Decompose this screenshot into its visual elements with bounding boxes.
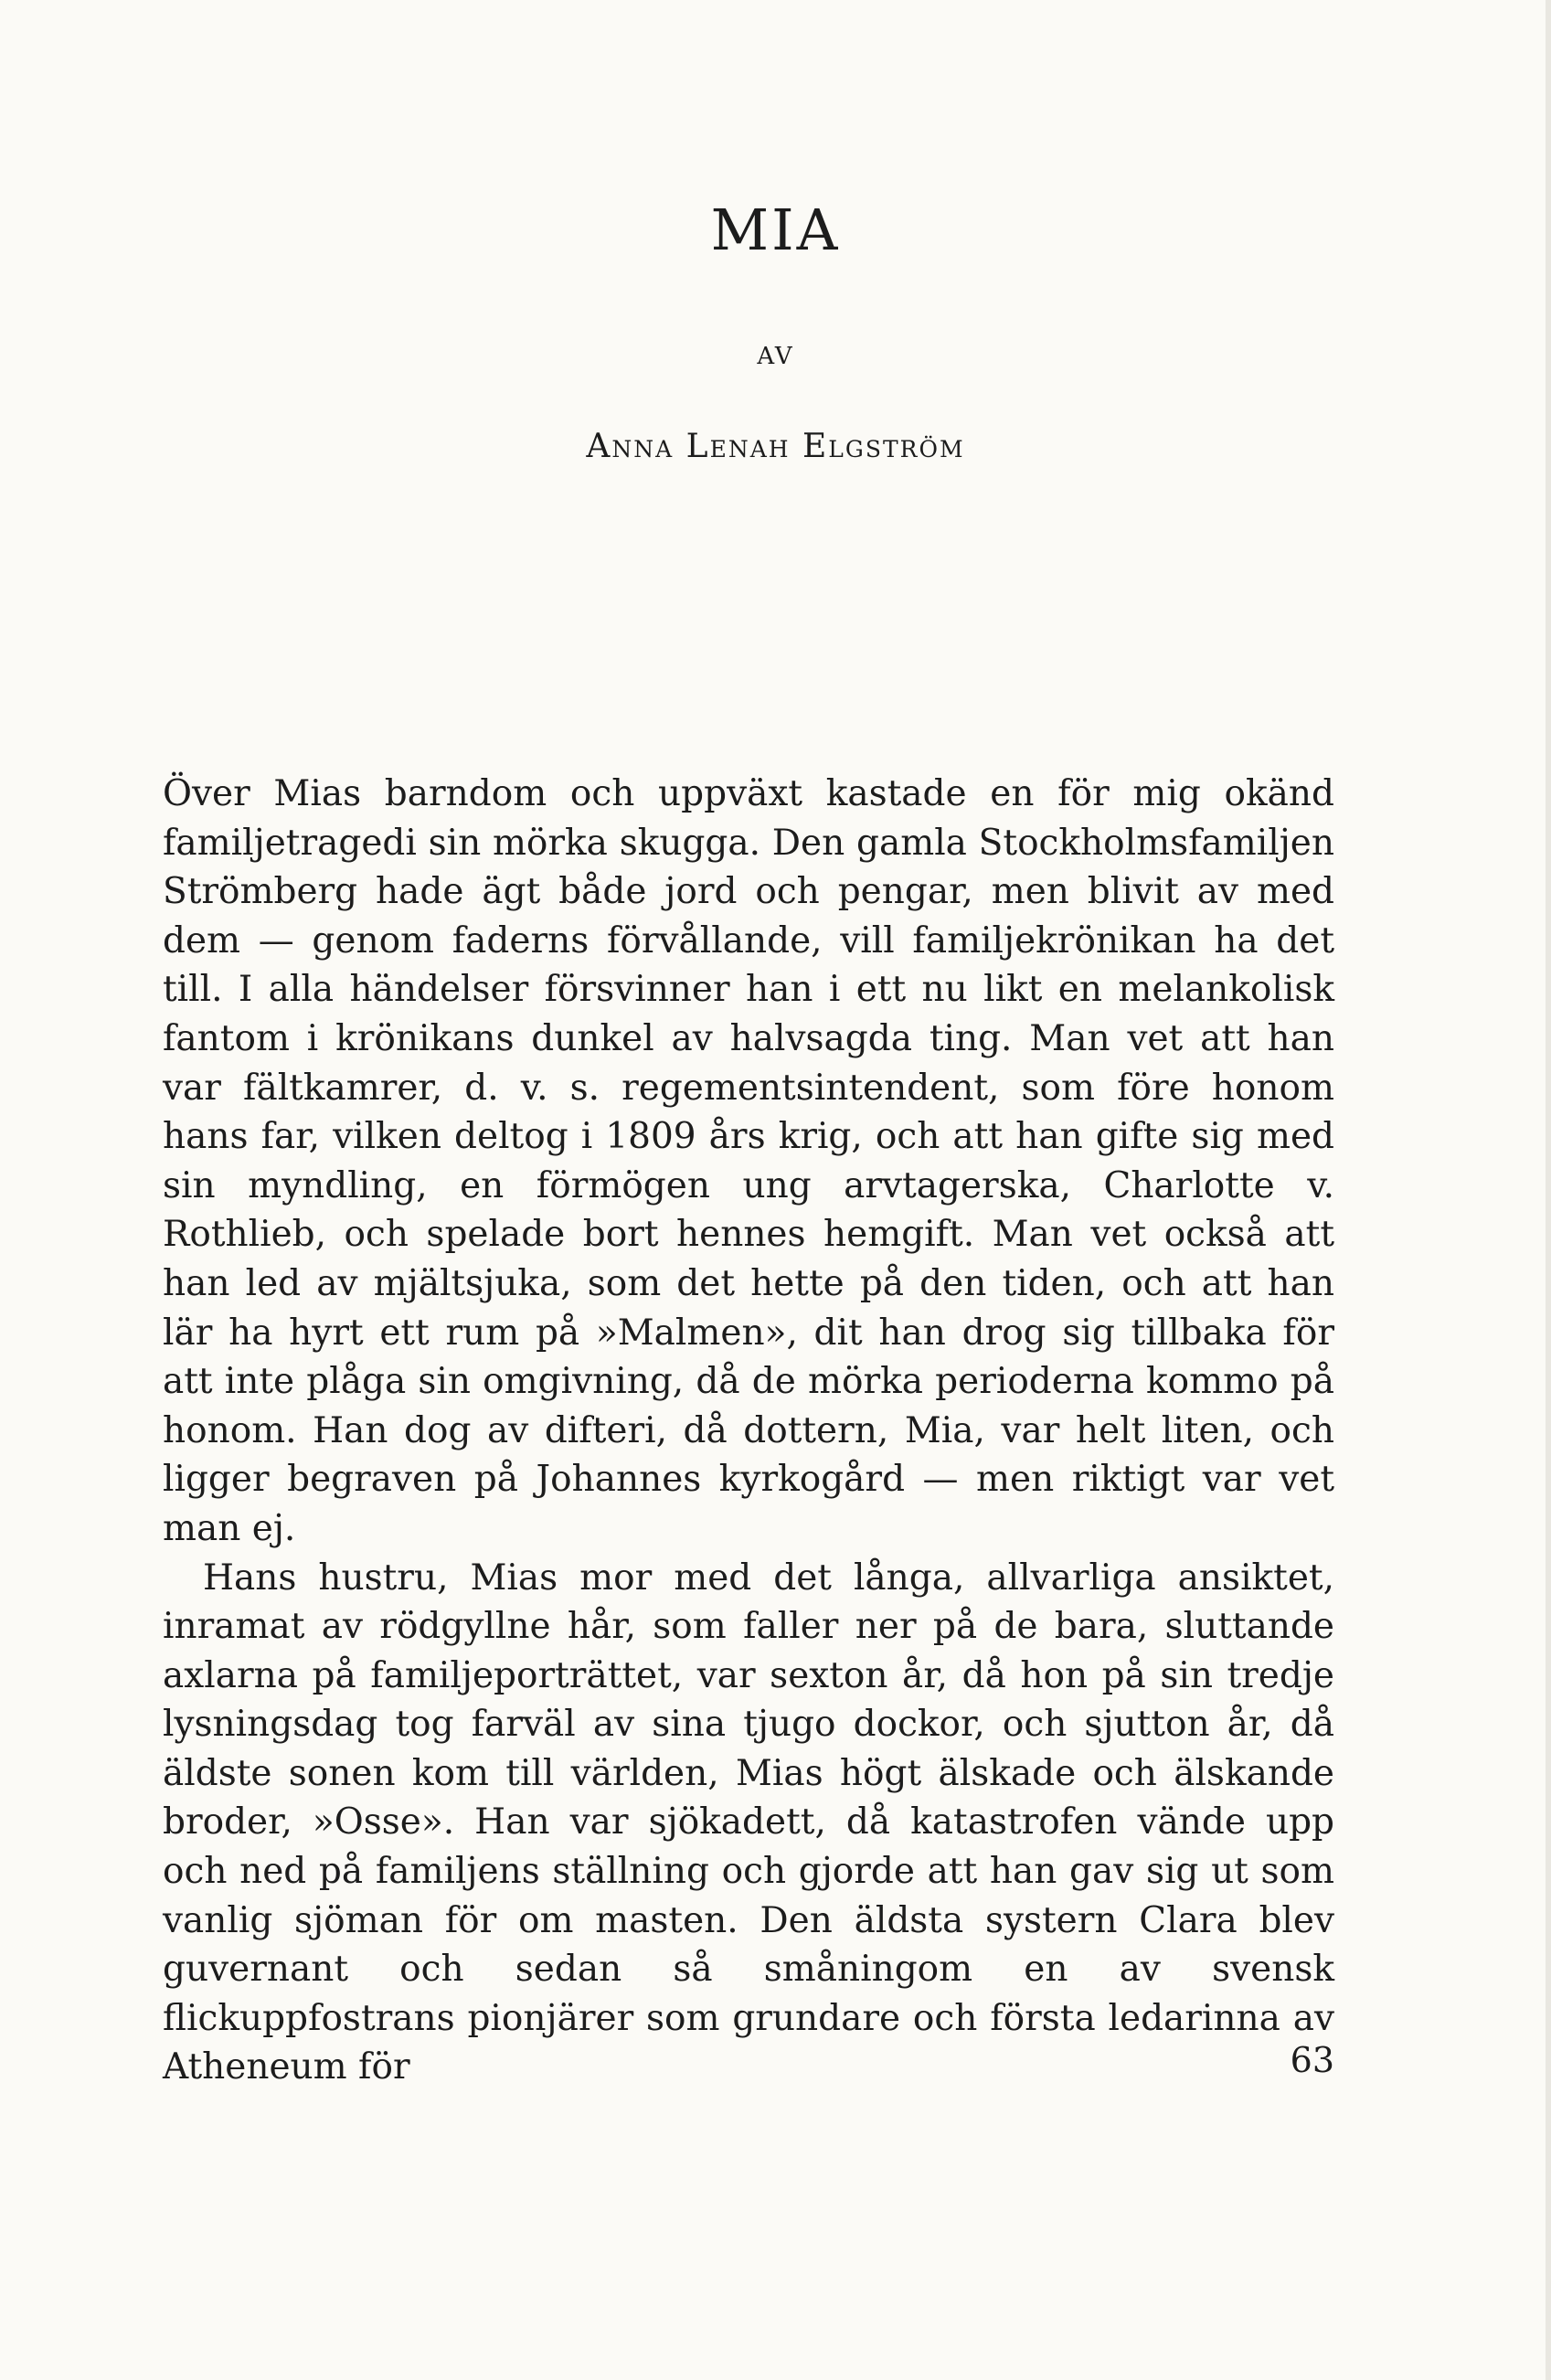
article-title: MIA (710, 197, 841, 263)
paragraph-2: Hans hustru, Mias mor med det långa, allvarliga ansiktet, inramat av rödgyllne hår, som faller ner på de bara, sluttande axlarna på familjeporträttet, var sexton år, då hon på sin tredje lysningsdag tog farväl av sina tjugo dockor, och sjutton år, då äldste sonen kom till världen, Mias högt älskade och älskande broder, »Osse». Han var sjökadett, då katastrofen vände upp och ned på familjens ställning och gjorde att han gav sig ut som vanlig sjöman för om masten. Den äldsta systern Clara blev guvernant och sedan så småningom en av svensk flickuppfostrans pionjärer som grundare och första ledarinna av Atheneum för (163, 1557, 1334, 2088)
byline: AV (757, 343, 794, 370)
author-name: Anna Lenah Elgström (586, 428, 965, 465)
paragraph-1: Över Mias barndom och uppväxt kastade en för mig okänd familjetragedi sin mörka skugga. Den gamla Stockholmsfamiljen Strömberg hade ägt både jord och pengar, men blivit av med dem — genom faderns förvållande, vill familjekrönikan ha det till. I alla händelser försvinner han i ett nu likt en melankolisk fantom i krönikans dunkel av halvsagda ting. Man vet att han var fältkamrer, d. v. s. regementsintendent, som före honom hans far, vilken deltog i 1809 års krig, och att han gifte sig med sin myndling, en förmögen ung arvtagerska, Charlotte v. Rothlieb, och spelade bort hennes hemgift. Man vet också att han led av mjältsjuka, som det hette på den tiden, och att han lär ha hyrt ett rum på »Malmen», dit han drog sig tillbaka för att inte plåga sin omgivning, då de mörka perioderna kommo på honom. Han dog av difteri, då dottern, Mia, var helt liten, och ligger begraven på Johannes kyrkogård — men riktigt var vet man ej. (163, 773, 1334, 1549)
article-body (163, 770, 1334, 2092)
page-number: 63 (1290, 2040, 1334, 2080)
